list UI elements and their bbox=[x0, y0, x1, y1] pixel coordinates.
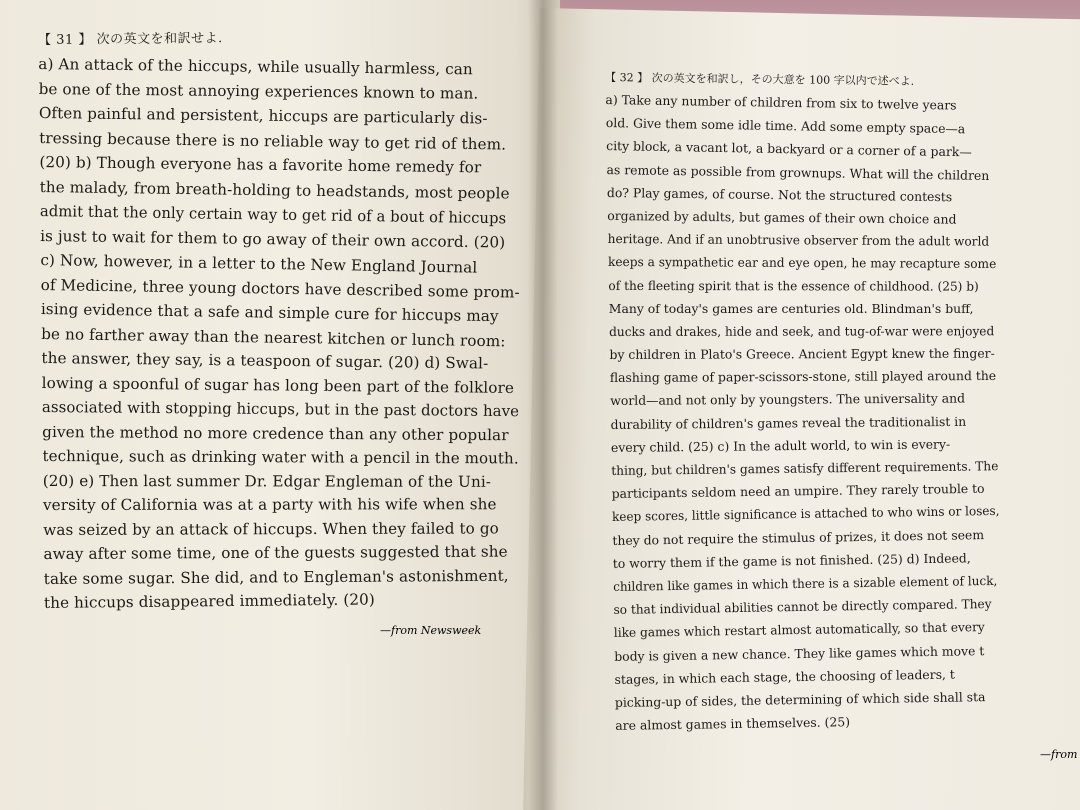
text-line: of the fleeting spirit that is the essence of childhood. (25) b) bbox=[608, 277, 979, 294]
text-line: be no farther away than the nearest kitchen or lunch room: bbox=[41, 324, 506, 350]
exercise-31-heading: 【 31 】 次の英文を和訳せよ. bbox=[38, 31, 223, 48]
text-line: a) An attack of the hiccups, while usually harmless, can bbox=[38, 54, 473, 79]
text-line: technique, such as drinking water with a pencil in the mouth. bbox=[42, 446, 519, 468]
source-right: —from bbox=[1040, 748, 1078, 761]
text-line: stages, in which each stage, the choosing of leaders, t bbox=[614, 666, 955, 687]
text-line: so that individual abilities cannot be directly compared. They bbox=[613, 596, 992, 618]
source-newsweek: —from Newsweek bbox=[380, 624, 482, 637]
text-line: they do not require the stimulus of prizes, it does not seem bbox=[612, 526, 985, 548]
text-line: tressing because there is no reliable way to get rid of them. bbox=[39, 128, 507, 154]
text-line: keeps a sympathetic ear and eye open, he may recapture some bbox=[608, 254, 997, 272]
text-line: was seized by an attack of hiccups. When they failed to go bbox=[43, 518, 499, 539]
text-line: the answer, they say, is a teaspoon of sugar. (20) d) Swal- bbox=[41, 348, 489, 373]
text-line: organized by adults, but games of their own choice and bbox=[607, 207, 957, 227]
text-line: versity of California was at a party with his wife when she bbox=[42, 495, 497, 514]
text-line: heritage. And if an unobtrusive observer from the adult world bbox=[607, 231, 990, 249]
text-line: be one of the most annoying experiences known to man. bbox=[38, 79, 479, 103]
text-line: flashing game of paper-scissors-stone, still played around the bbox=[609, 368, 997, 386]
text-line: thing, but children's games satisfy different requirements. The bbox=[611, 458, 999, 478]
text-line: is just to wait for them to go away of their own accord. (20) bbox=[40, 226, 506, 251]
text-line: old. Give them some idle time. Add some empty space—a bbox=[605, 115, 966, 137]
text-line: durability of children's games reveal the traditionalist in bbox=[610, 413, 967, 432]
text-line: picking-up of sides, the determining of which side shall sta bbox=[614, 688, 986, 710]
text-line: lowing a spoonful of sugar has long been part of the folklore bbox=[41, 373, 515, 397]
text-line: given the method no more credence than any other popular bbox=[42, 422, 509, 444]
right-page-text bbox=[605, 61, 1077, 737]
text-line: the hiccups disappeared immediately. (20) bbox=[43, 590, 375, 612]
text-line: of Medicine, three young doctors have described some prom- bbox=[40, 275, 520, 302]
text-line: ducks and drakes, hide and seek, and tug-of-war were enjoyed bbox=[609, 323, 995, 339]
text-line: away after some time, one of the guests suggested that she bbox=[43, 542, 508, 563]
text-line: (20) b) Though everyone has a favorite home remedy for bbox=[39, 152, 482, 177]
text-line: a) Take any number of children from six to twelve years bbox=[605, 91, 957, 113]
text-line: children like games in which there is a sizable element of luck, bbox=[613, 572, 998, 594]
text-line: Often painful and persistent, hiccups are particularly dis- bbox=[38, 103, 488, 128]
text-line: admit that the only certain way to get rid of a bout of hiccups bbox=[39, 201, 507, 228]
text-line: by children in Plato's Greece. Ancient Egypt knew the finger- bbox=[609, 345, 995, 363]
text-line: do? Play games, of course. Not the structured contests bbox=[606, 184, 953, 204]
text-line: are almost games in themselves. (25) bbox=[615, 714, 851, 733]
text-line: associated with stopping hiccups, but in the past doctors have bbox=[41, 397, 520, 421]
text-line: ising evidence that a safe and simple cure for hiccups may bbox=[40, 299, 499, 326]
left-page-text bbox=[38, 25, 542, 616]
text-line: the malady, from breath-holding to headstands, most people bbox=[39, 177, 510, 203]
text-line: as remote as possible from grownups. What will the children bbox=[606, 161, 990, 183]
text-line: like games which restart almost automatically, so that every bbox=[613, 619, 985, 641]
text-line: body is given a new chance. They like games which move t bbox=[614, 642, 985, 664]
exercise-32-heading: 【 32 】 次の英文を和訳し，その大意を 100 字以内で述べよ. bbox=[605, 70, 915, 88]
text-line: c) Now, however, in a letter to the New England Journal bbox=[40, 250, 478, 277]
text-line: take some sugar. She did, and to Engleman's astonishment, bbox=[43, 566, 509, 588]
text-line: keep scores, little significance is attached to who wins or loses, bbox=[611, 503, 1000, 525]
text-line: city block, a vacant lot, a backyard or a corner of a park— bbox=[606, 138, 972, 160]
text-line: (20) e) Then last summer Dr. Edgar Engleman of the Uni- bbox=[42, 471, 492, 491]
text-line: participants seldom need an umpire. They rarely trouble to bbox=[611, 480, 985, 502]
text-line: Many of today's games are centuries old. Blindman's buff, bbox=[608, 300, 974, 316]
text-line: to worry them if the game is not finished. (25) d) Indeed, bbox=[612, 550, 971, 571]
text-line: every child. (25) c) In the adult world, to win is every- bbox=[610, 436, 951, 455]
text-line: world—and not only by youngsters. The universality and bbox=[610, 390, 966, 409]
